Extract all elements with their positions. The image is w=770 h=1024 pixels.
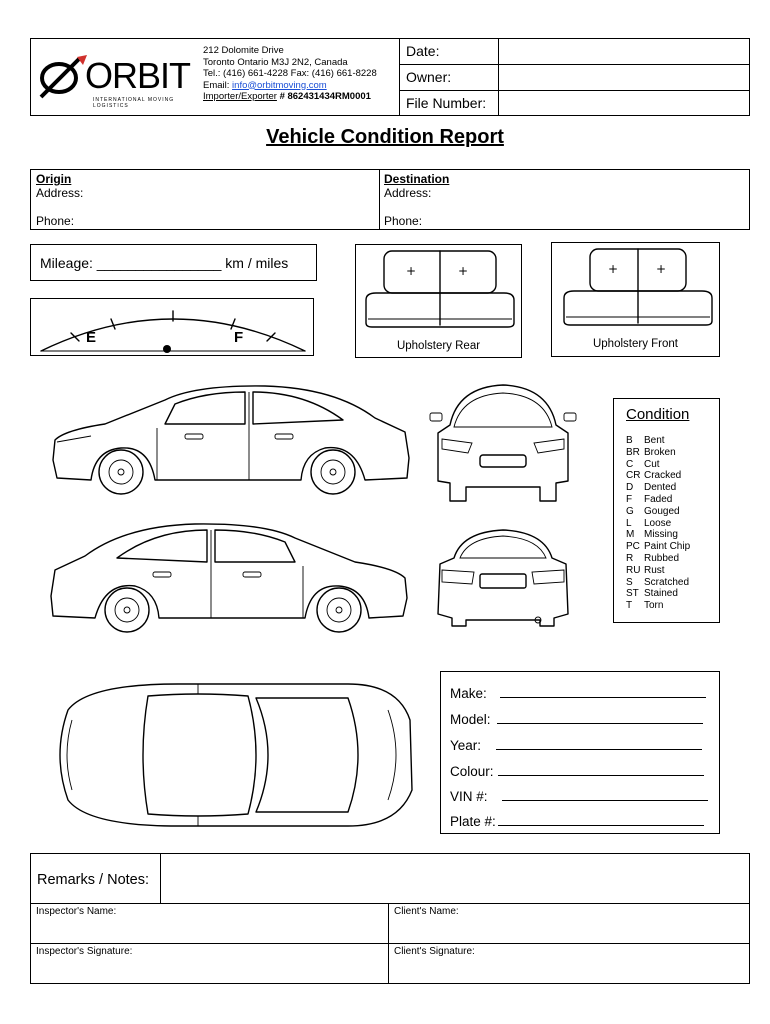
condition-code-row (626, 494, 672, 505)
condition-code: CR (626, 470, 641, 482)
vin-line[interactable] (502, 788, 708, 801)
vehicle-info-section (440, 671, 720, 834)
upholstery-front-label: Upholstery Front (592, 338, 678, 350)
condition-code-row (626, 565, 665, 576)
condition-meaning: Dented (644, 482, 677, 494)
condition-code-row (626, 506, 680, 517)
model-line[interactable] (497, 711, 703, 724)
logo-text: ORBIT (85, 55, 191, 96)
divider (31, 943, 749, 944)
origin-column (31, 170, 380, 229)
condition-meaning: Loose (644, 517, 672, 529)
mileage-field[interactable]: Mileage: ________________ km / miles (30, 244, 317, 281)
condition-code-row (626, 518, 671, 529)
remarks-field[interactable] (162, 854, 750, 903)
condition-title: Condition (626, 406, 690, 423)
condition-code-row (626, 529, 678, 540)
condition-meaning: Rust (644, 564, 665, 576)
origin-address-label[interactable]: Address: (36, 186, 84, 200)
client-signature-field[interactable]: Client's Signature: (394, 946, 475, 957)
condition-meaning: Stained (644, 588, 678, 600)
condition-code: ST (626, 588, 639, 600)
client-name-field[interactable]: Client's Name: (394, 906, 459, 917)
model-field[interactable] (450, 711, 703, 727)
colour-line[interactable] (498, 763, 704, 776)
svg-text:+: + (656, 262, 667, 276)
condition-meaning: Bent (644, 435, 665, 446)
svg-text:+: + (458, 264, 469, 278)
email-line (203, 80, 377, 92)
condition-code-row (626, 600, 663, 611)
divider (388, 903, 389, 984)
plate-label: Plate #: (450, 814, 496, 829)
condition-code: G (626, 505, 634, 517)
fuel-gauge-icon (31, 299, 315, 357)
gauge-empty-label: E (86, 329, 97, 346)
importer-line (203, 91, 377, 103)
condition-code: D (626, 482, 634, 494)
condition-meaning: Scratched (644, 576, 690, 588)
destination-phone-label[interactable]: Phone: (384, 214, 423, 228)
condition-code: RU (626, 564, 641, 576)
upholstery-rear-label: Upholstery Rear (396, 340, 481, 352)
car-top-icon[interactable] (48, 680, 418, 830)
colour-label: Colour: (450, 764, 494, 779)
car-side-left-icon[interactable] (45, 380, 415, 510)
condition-code: L (626, 517, 632, 529)
condition-code-row (626, 541, 690, 552)
destination-address-label[interactable]: Address: (384, 186, 432, 200)
car-front-icon[interactable] (428, 383, 578, 505)
inspector-signature-field[interactable]: Inspector's Signature: (36, 946, 133, 957)
gauge-full-label: F (234, 329, 244, 346)
date-row[interactable] (399, 39, 750, 64)
condition-code: M (626, 529, 635, 541)
phone-fax-line: Tel.: (416) 661-4228 Fax: (416) 661-8228 (203, 68, 377, 79)
plate-line[interactable] (498, 813, 704, 826)
condition-meaning: Cracked (644, 470, 682, 482)
upholstery-rear-diagram[interactable] (355, 244, 522, 358)
destination-heading: Destination (384, 172, 450, 186)
condition-meaning: Gouged (644, 505, 680, 517)
orbit-logo (37, 51, 202, 107)
condition-code: PC (626, 541, 640, 553)
upholstery-front-diagram[interactable] (551, 242, 720, 357)
importer-number: # 862431434RM0001 (279, 91, 371, 102)
inspector-name-field[interactable]: Inspector's Name: (36, 906, 117, 917)
condition-code-row (626, 447, 676, 458)
condition-code-row (626, 459, 660, 470)
condition-code: C (626, 458, 634, 470)
year-field[interactable] (450, 737, 702, 753)
make-label: Make: (450, 686, 487, 701)
owner-label: Owner: (399, 65, 499, 90)
address-line-1: 212 Dolomite Drive (203, 45, 284, 56)
owner-row[interactable] (399, 64, 750, 90)
condition-code-row (626, 588, 678, 599)
model-label: Model: (450, 712, 491, 727)
email-label: Email: (203, 79, 230, 91)
year-line[interactable] (496, 737, 702, 750)
colour-field[interactable] (450, 763, 704, 779)
condition-legend (613, 398, 720, 623)
fuel-gauge[interactable] (30, 298, 314, 356)
svg-text:+: + (608, 262, 619, 276)
condition-code: BR (626, 446, 640, 458)
file-number-label: File Number: (399, 91, 499, 116)
address-line-2: Toronto Ontario M3J 2N2, Canada (203, 56, 348, 68)
condition-meaning: Faded (644, 494, 673, 505)
condition-code-row (626, 577, 689, 588)
condition-code: R (626, 553, 634, 564)
condition-meaning: Paint Chip (644, 541, 691, 553)
vin-label: VIN #: (450, 789, 488, 804)
divider (31, 903, 749, 904)
year-label: Year: (450, 738, 482, 753)
condition-code-row (626, 470, 681, 481)
header (30, 38, 750, 116)
condition-meaning: Torn (644, 600, 664, 612)
logo-subtitle: INTERNATIONAL MOVING LOGISTICS (93, 97, 175, 109)
condition-code-row (626, 482, 676, 493)
car-rear-icon[interactable] (428, 528, 578, 628)
make-field[interactable] (450, 685, 706, 701)
page-title: Vehicle Condition Report (266, 126, 504, 148)
condition-code-row (626, 435, 665, 446)
condition-code: T (626, 600, 633, 612)
car-side-right-icon[interactable] (45, 518, 415, 648)
importer-label: Importer/Exporter (203, 91, 277, 102)
date-label: Date: (399, 39, 499, 64)
condition-code-row (626, 553, 679, 564)
condition-meaning: Missing (644, 529, 678, 541)
remarks-label: Remarks / Notes: (31, 854, 161, 903)
vin-field[interactable] (450, 788, 708, 804)
destination-column (380, 170, 750, 229)
plate-field[interactable] (450, 813, 704, 829)
condition-meaning: Rubbed (644, 553, 680, 564)
svg-text:+: + (406, 264, 417, 278)
company-info (203, 45, 377, 103)
condition-meaning: Broken (644, 446, 676, 458)
make-line[interactable] (500, 685, 706, 698)
file-number-row[interactable] (399, 90, 750, 116)
footer-section (30, 853, 750, 984)
condition-meaning: Cut (644, 458, 660, 470)
condition-code: F (626, 494, 633, 505)
header-fields (399, 39, 750, 115)
orbit-logo-icon (37, 53, 87, 103)
condition-code: B (626, 435, 633, 446)
origin-heading: Origin (36, 172, 72, 186)
origin-phone-label[interactable]: Phone: (36, 214, 75, 228)
origin-destination-section (30, 169, 750, 230)
email-link[interactable]: info@orbitmoving.com (232, 79, 327, 91)
condition-code: S (626, 576, 633, 588)
